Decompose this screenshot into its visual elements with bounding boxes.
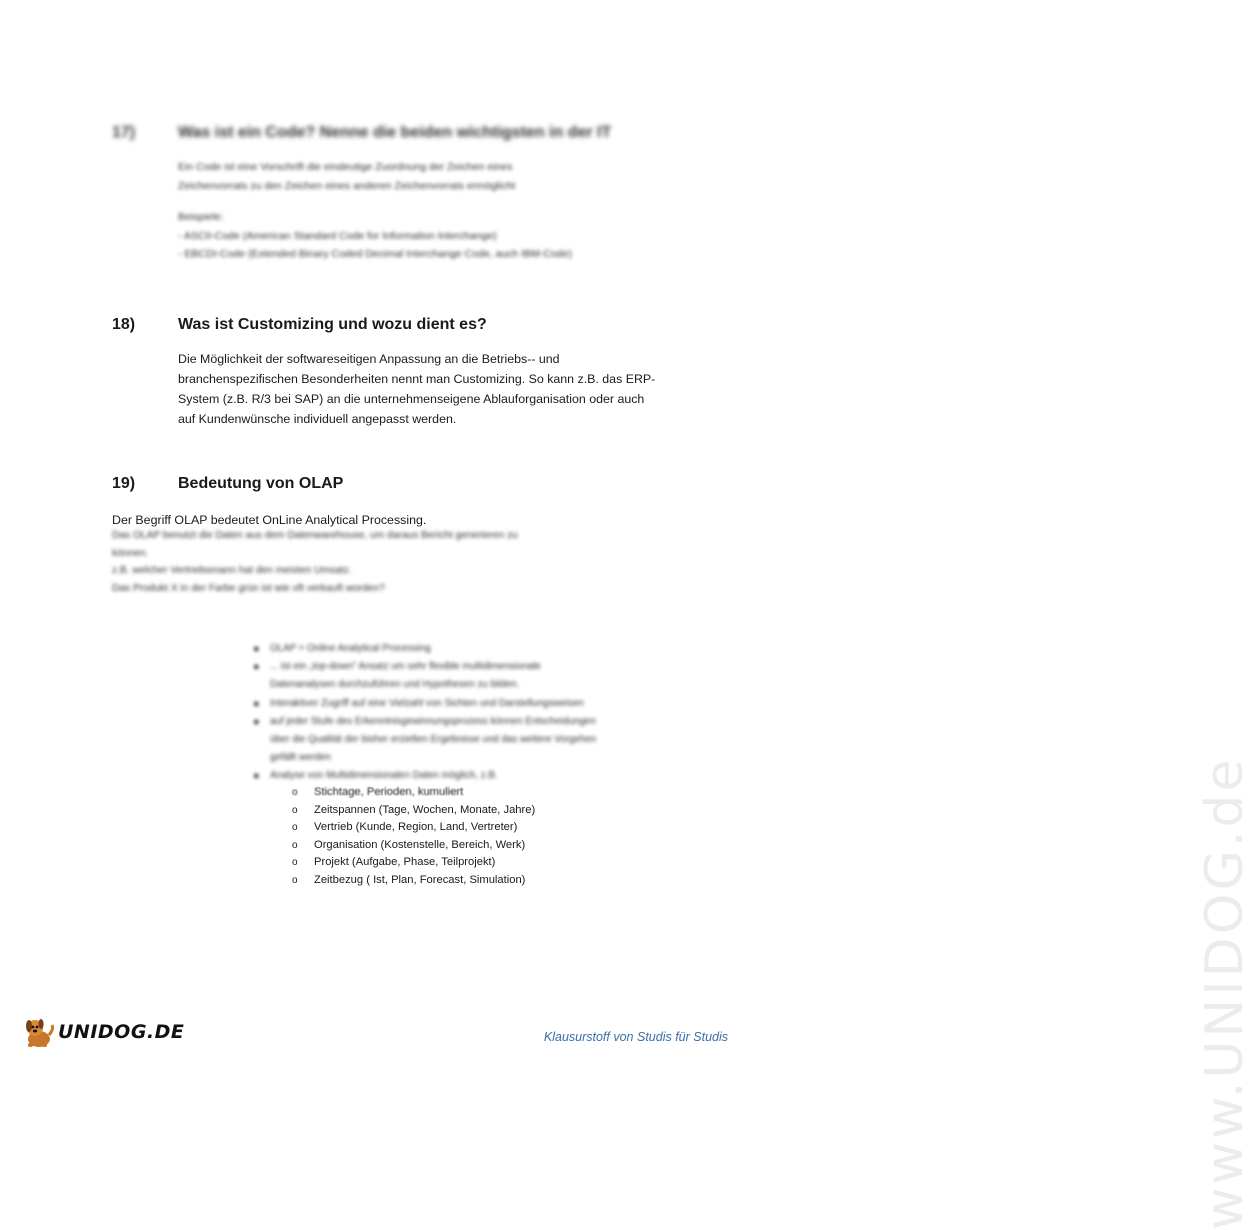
list-item: o Vertrieb (Kunde, Region, Land, Vertreter): [290, 819, 535, 837]
bullet-dot-icon: ●: [253, 770, 260, 783]
circle-bullet-icon: o: [292, 787, 298, 798]
q18-line: branchenspezifischen Besonderheiten nennt man Customizing. So kann z.B. das ERP-: [178, 372, 656, 386]
q19-intro: Der Begriff OLAP bedeutet OnLine Analytical Processing.: [112, 513, 427, 527]
circle-bullet-icon: o: [292, 857, 298, 869]
circle-bullet-icon: o: [292, 839, 298, 851]
list-item: ● Analyse von Multidimensionalen Daten möglich, z.B.: [250, 767, 670, 785]
q17-line: Zeichenvorrats zu den Zeichen eines anderen Zeichenvorrats ermöglicht: [178, 179, 516, 192]
logo-text: UNIDOG.DE: [58, 1021, 185, 1043]
list-item: o Stichtage, Perioden, kumuliert: [290, 784, 535, 802]
list-item: o Organisation (Kostenstelle, Bereich, Werk): [290, 837, 535, 855]
q19-line: Das OLAP benutzt die Daten aus dem Datenwarehouse, um daraus Bericht generieren zu: [112, 530, 518, 541]
q19-number: 19): [112, 475, 136, 492]
q18-line: Die Möglichkeit der softwareseitigen Anpassung an die Betriebs-- und: [178, 352, 560, 366]
q18-title: Was ist Customizing und wozu dient es?: [178, 316, 487, 333]
circle-bullet-icon: o: [292, 822, 298, 834]
list-item: ● ... ist ein „top-down" Ansatz um sehr flexible multidimensionale Datenanalysen durchzuführen und Hypothesen zu bilden.: [250, 658, 670, 694]
circle-bullet-icon: o: [292, 804, 298, 816]
q18-answer: [178, 349, 658, 429]
watermark: www.UNIDOG.de: [1195, 756, 1255, 1230]
q19-title: Bedeutung von OLAP: [178, 475, 344, 492]
q17-line: Ein Code ist eine Vorschrift die eindeutige Zuordnung der Zeichen eines: [178, 161, 513, 173]
list-item: ● Interaktiver Zugriff auf eine Vielzahl von Sichten und Darstellungsweisen: [250, 695, 670, 713]
list-item: ● OLAP = Online Analytical Processing: [250, 640, 670, 658]
q18-number: 18): [112, 316, 136, 333]
bullet-dot-icon: ●: [253, 661, 260, 674]
dog-mascot-icon: [22, 1015, 56, 1049]
q19-sub-list: [290, 784, 535, 890]
q17-example-label: Beispiele:: [178, 211, 224, 223]
list-item: o Zeitspannen (Tage, Wochen, Monate, Jahre): [290, 802, 535, 820]
q18-line: auf Kundenwünsche individuell angepasst werden.: [178, 412, 457, 426]
bullet-dot-icon: ●: [253, 643, 260, 655]
q17-example: - ASCII-Code (American Standard Code for Information Interchange): [178, 229, 497, 242]
q19-bullet-list: [250, 640, 670, 786]
q17-answer: [178, 158, 515, 195]
q17-number: 17): [112, 124, 136, 141]
list-item: o Zeitbezug ( Ist, Plan, Forecast, Simulation): [290, 872, 535, 890]
footer-tagline: Klausurstoff von Studis für Studis: [543, 1030, 728, 1044]
list-item: o Projekt (Aufgabe, Phase, Teilprojekt): [290, 854, 535, 872]
q19-blurred-text: [112, 527, 518, 597]
list-item: ● auf jeder Stufe des Erkenntnisgewinnungsprozess können Entscheidungen über die Qualität der bisher erzielten Ergebnisse und das weitere Vorgehen gefällt werden: [250, 713, 670, 768]
q19-line: Das Produkt X in der Farbe grün ist wie oft verkauft worden?: [112, 582, 385, 594]
q19-line: können.: [112, 547, 149, 559]
unidog-logo: [22, 1014, 184, 1050]
q17-title: Was ist ein Code? Nenne die beiden wichtigsten in der IT: [178, 124, 612, 141]
q18-line: System (z.B. R/3 bei SAP) an die unternehmenseigene Ablauforganisation oder auch: [178, 392, 645, 406]
bullet-dot-icon: ●: [253, 697, 260, 710]
bullet-dot-icon: ●: [253, 715, 260, 728]
q17-example: - EBCDI-Code (Extended Binary Coded Decimal Interchange Code, auch IBM-Code): [178, 248, 572, 260]
q19-line: z.B. welcher Vertriebsmann hat den meisten Umsatz.: [112, 565, 352, 576]
circle-bullet-icon: o: [292, 874, 298, 886]
q17-examples: [178, 208, 572, 264]
